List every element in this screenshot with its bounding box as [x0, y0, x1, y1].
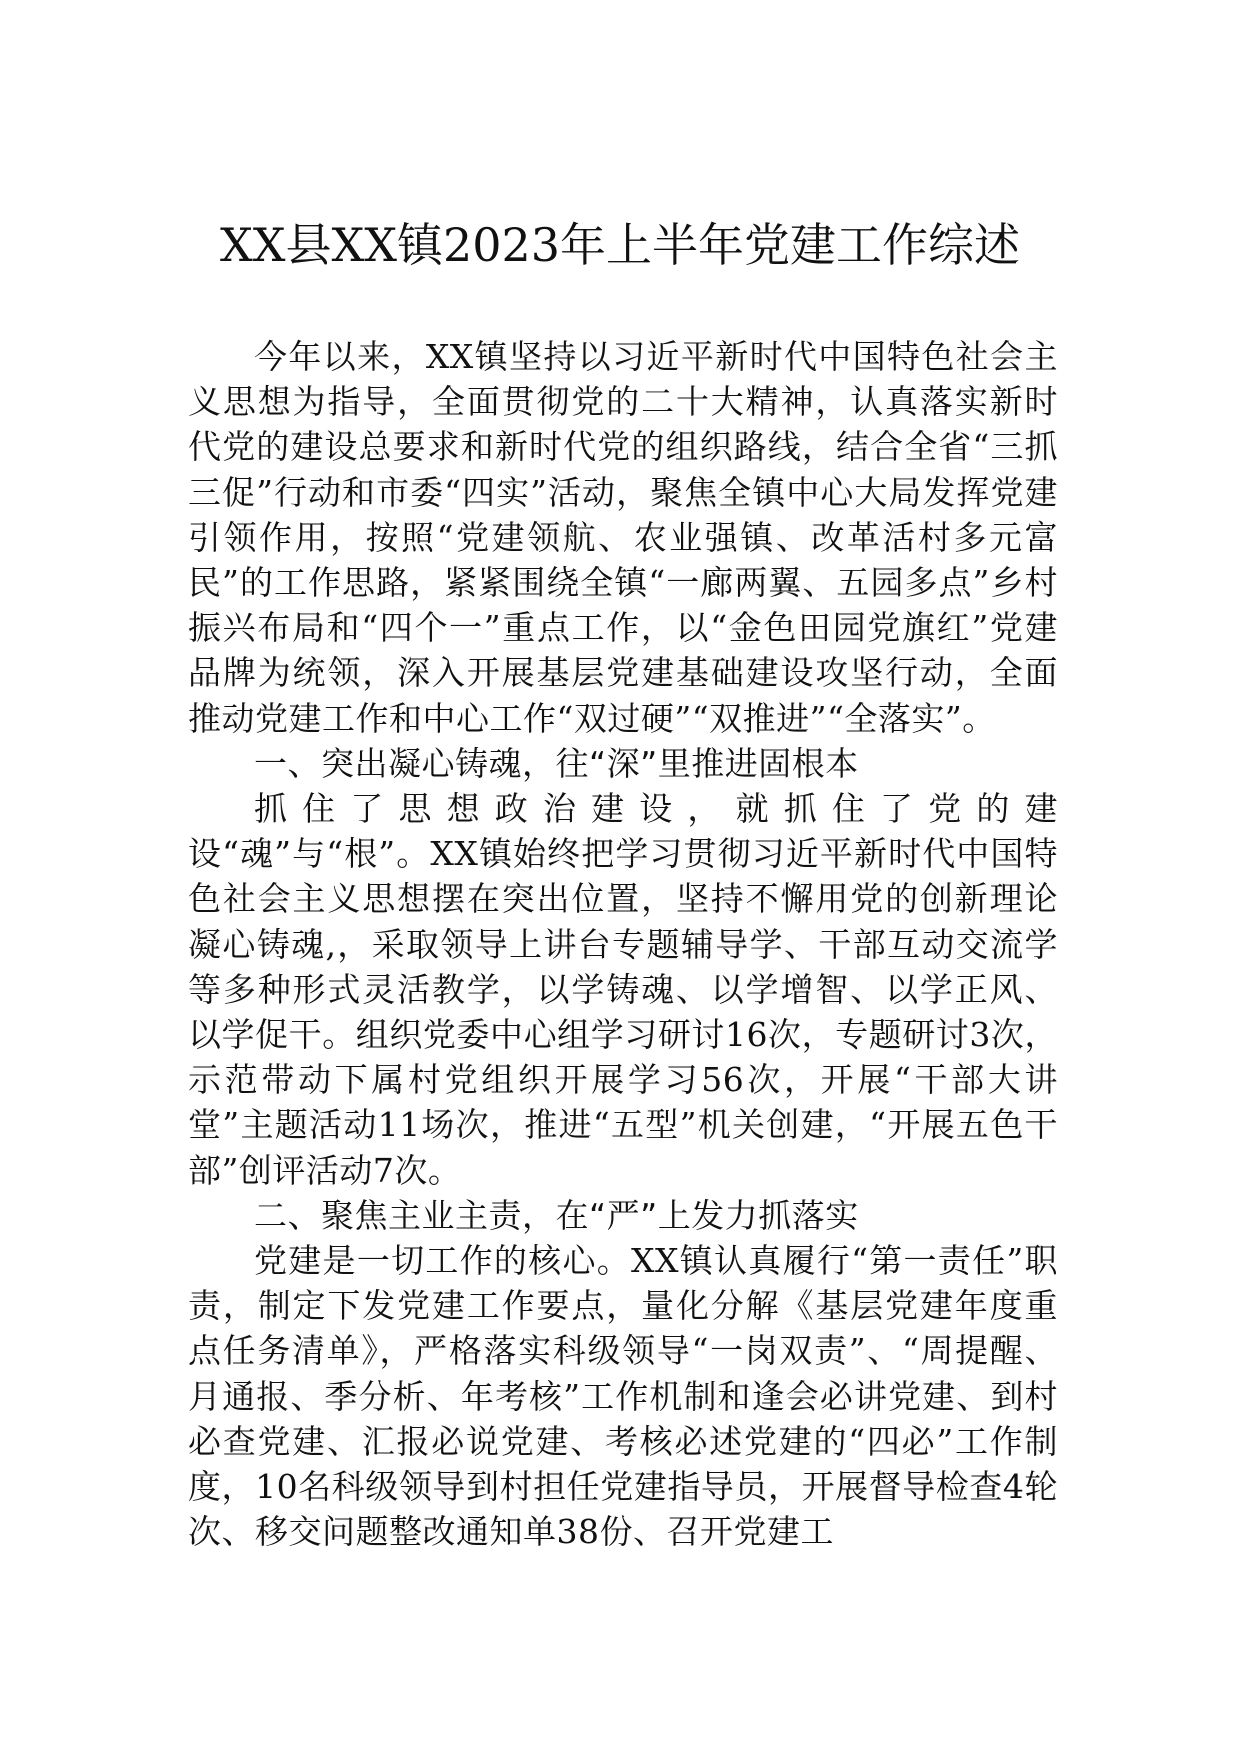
section-1-paragraph: 抓住了思想政治建设，就抓住了党的建设“魂”与“根”。XX镇始终把学习贯彻习近平新时代中国特色社会主义思想摆在突出位置，坚持不懈用党的创新理论凝心铸魂,，采取领导上讲台专题辅导学、干部互动交流学等多种形式灵活教学，以学铸魂、以学增智、以学正风、以学促干。组织党委中心组学习研讨16次，专题研讨3次，示范带动下属村党组织开展学习56次，开展“干部大讲堂”主题活动11场次，推进“五型”机关创建，“开展五色干部”创评活动7次。 [188, 789, 1058, 1190]
section-2-paragraph: 党建是一切工作的核心。XX镇认真履行“第一责任”职责，制定下发党建工作要点，量化分解《基层党建年度重点任务清单》，严格落实科级领导“一岗双责”、“周提醒、月通报、季分析、年考核”工作机制和逢会必讲党建、到村必查党建、汇报必说党建、考核必述党建的“四必”工作制度，10名科级领导到村担任党建指导员，开展督导检查4轮次、移交问题整改通知单38份、召开党建工 [188, 1241, 1058, 1552]
intro-paragraph: 今年以来，XX镇坚持以习近平新时代中国特色社会主义思想为指导，全面贯彻党的二十大精神，认真落实新时代党的建设总要求和新时代党的组织路线，结合全省“三抓三促”行动和市委“四实”活动，聚焦全镇中心大局发挥党建引领作用，按照“党建领航、农业强镇、改革活村多元富民”的工作思路，紧紧围绕全镇“一廊两翼、五园多点”乡村振兴布局和“四个一”重点工作，以“金色田园党旗红”党建品牌为统领，深入开展基层党建基础建设攻坚行动，全面推动党建工作和中心工作“双过硬”“双推进”“全落实”。 [188, 337, 1058, 738]
document-body [188, 334, 1058, 1554]
section-heading-2: 二、聚焦主业主责，在“严”上发力抓落实 [254, 1195, 859, 1235]
document-title: XX县XX镇2023年上半年党建工作综述 [219, 218, 1021, 272]
section-heading-1: 一、突出凝心铸魂，往“深”里推进固根本 [254, 743, 859, 783]
